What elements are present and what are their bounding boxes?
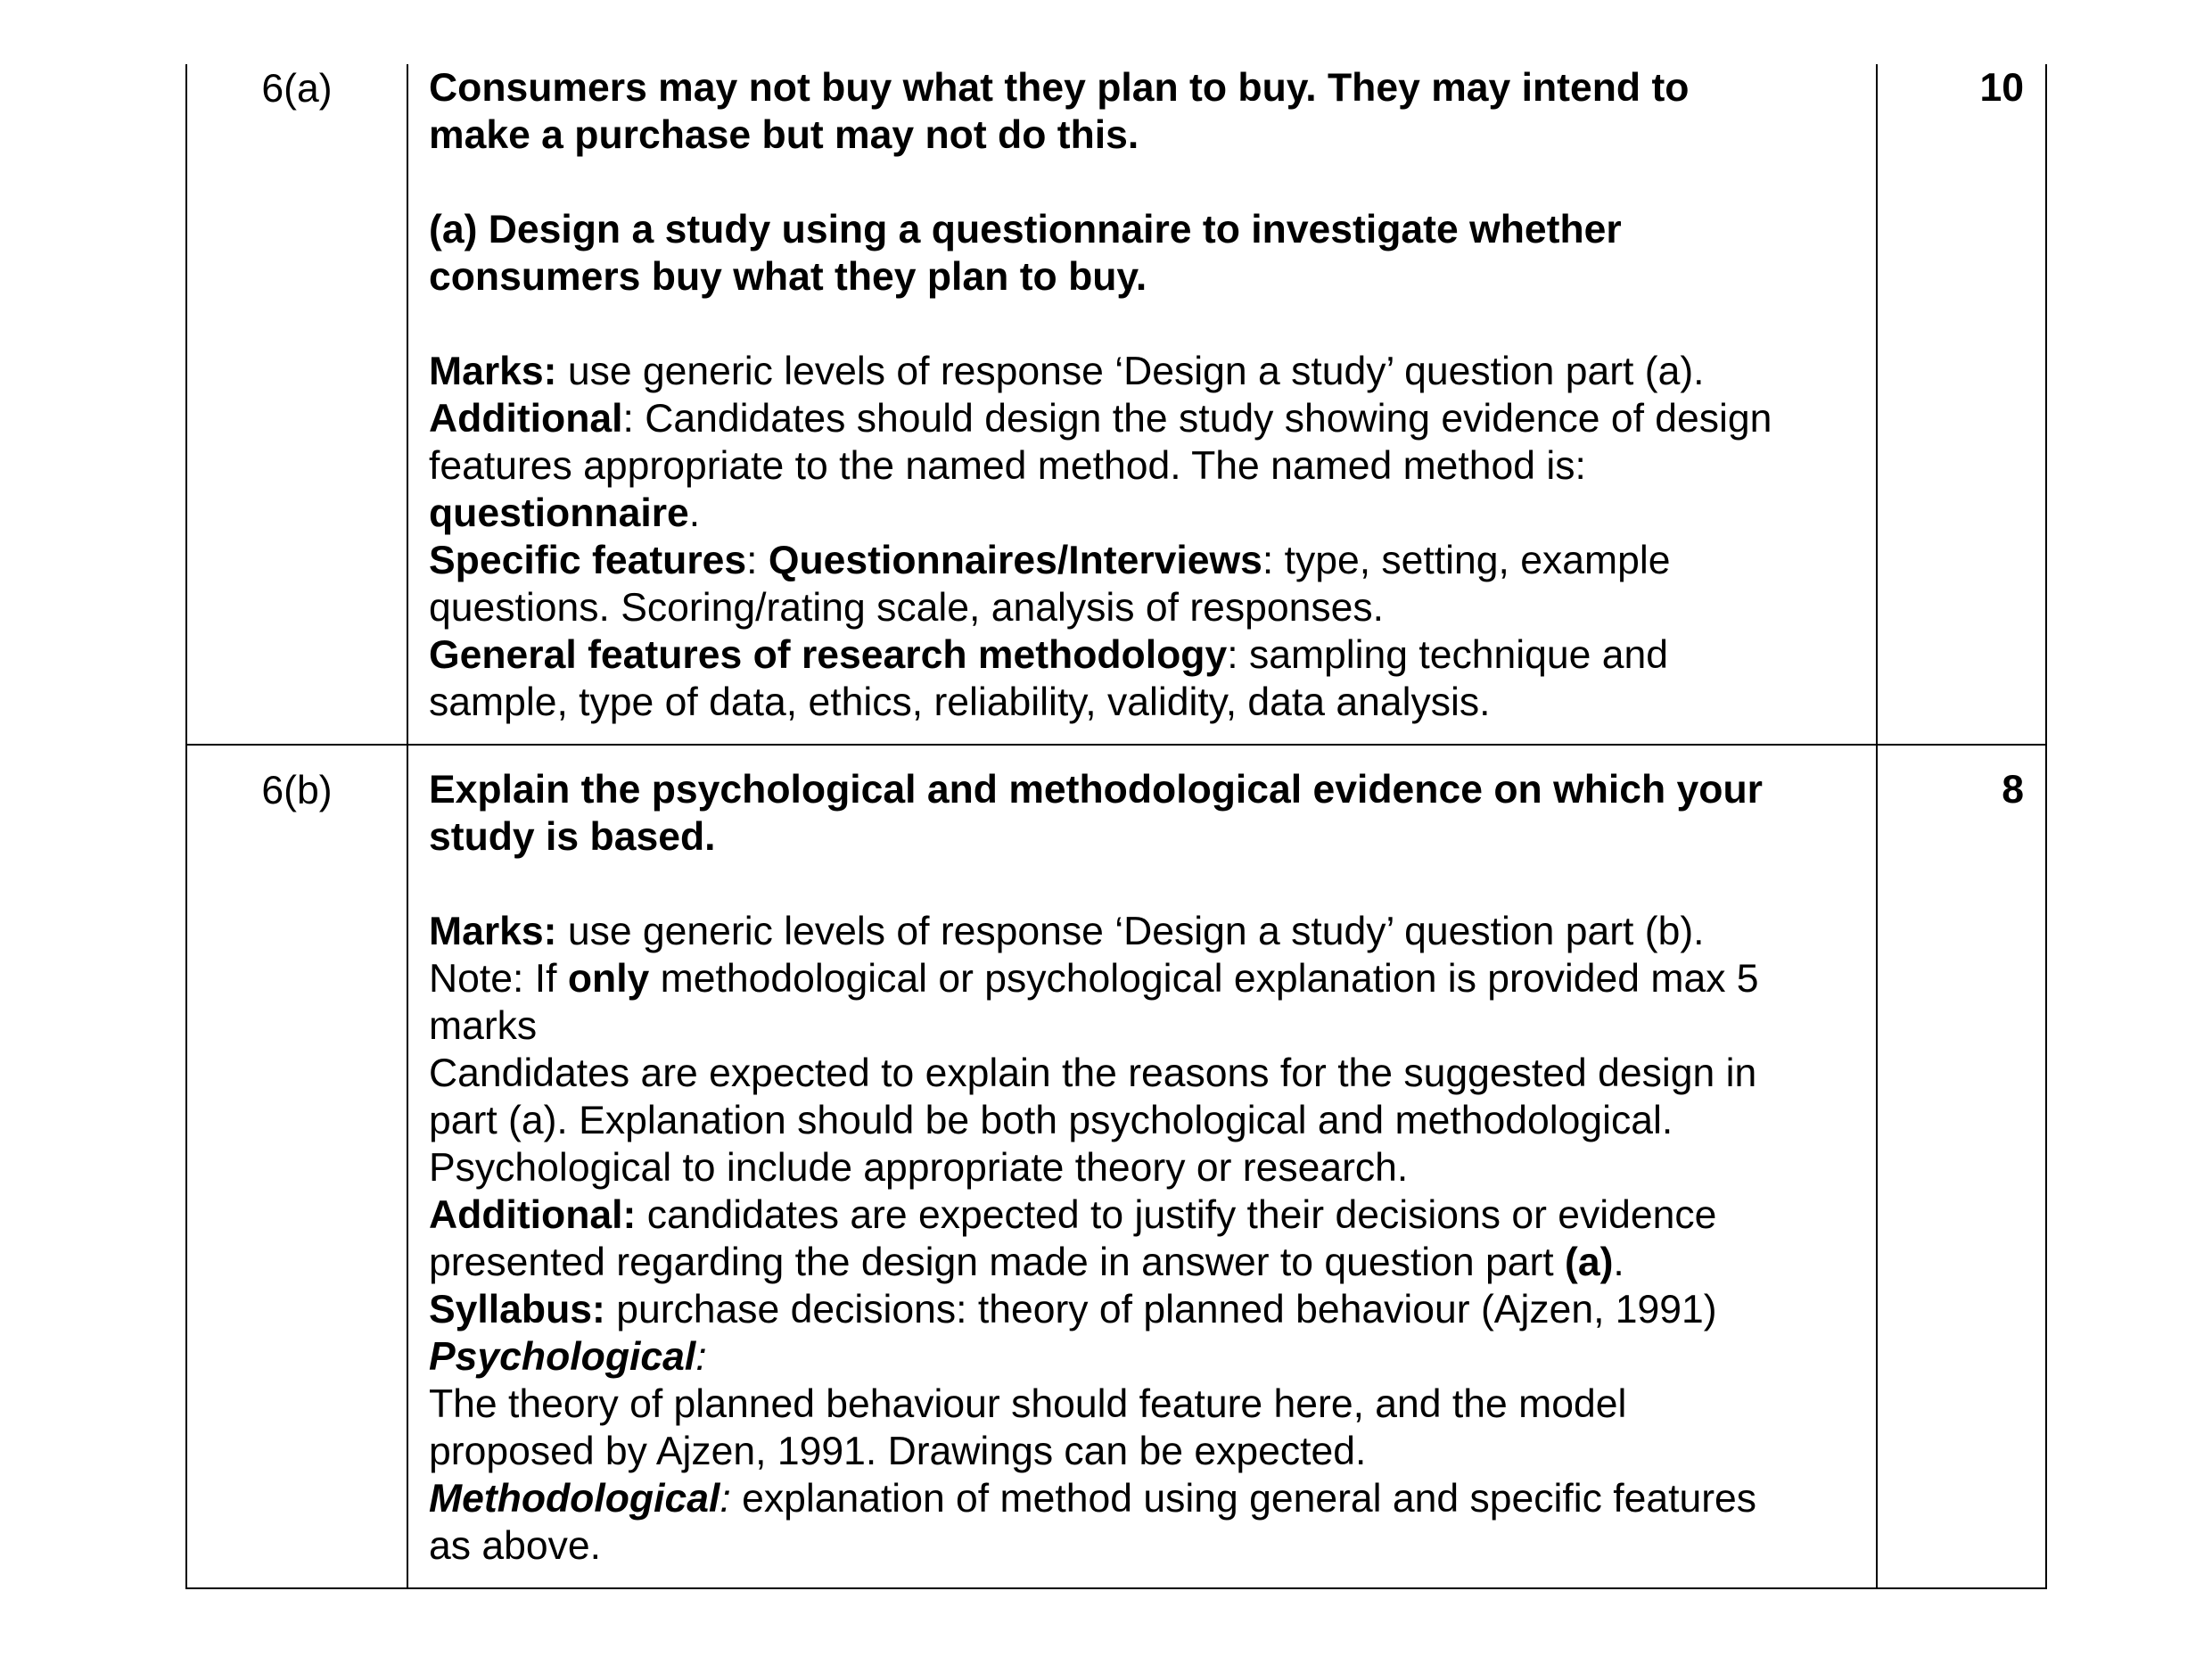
marks-label: Marks: (429, 910, 557, 953)
additional-guidance-line (429, 1191, 1858, 1239)
methodological-line (429, 1475, 1858, 1522)
question-number: 6(b) (186, 745, 407, 1588)
expected-line: Psychological to include appropriate theory or research. (429, 1146, 1409, 1190)
answer-cell (407, 64, 1877, 745)
additional-guidance-line: features appropriate to the named method. The named method is: (429, 444, 1586, 488)
mark-scheme-row-6b (186, 745, 2046, 1588)
additional-part: (a) (1565, 1241, 1614, 1284)
expected-line: part (a). Explanation should be both psychological and methodological. (429, 1099, 1673, 1142)
named-method-end: . (688, 491, 701, 535)
question-text-line: (a) Design a study using a questionnaire to investigate whether (429, 208, 1622, 251)
expected-line: Candidates are expected to explain the reasons for the suggested design in (429, 1051, 1757, 1095)
psychological-colon: : (695, 1335, 707, 1379)
note-only: only (567, 957, 650, 1001)
marks-guidance-line (429, 908, 1858, 955)
psychological-label: Psychological (429, 1335, 696, 1379)
question-text-line: study is based. (429, 815, 716, 859)
syllabus-line (429, 1286, 1858, 1333)
note-pre: Note: If (429, 957, 568, 1001)
named-method: questionnaire (429, 491, 689, 535)
syllabus-text: purchase decisions: theory of planned behaviour (Ajzen, 1991) (604, 1288, 1717, 1331)
general-text: : sampling technique and (1227, 633, 1668, 677)
syllabus-label: Syllabus: (429, 1288, 605, 1331)
marks-guidance-line (429, 348, 1858, 395)
psychological-heading (429, 1333, 1858, 1381)
additional-guidance-line (429, 1239, 1858, 1286)
additional-end: . (1613, 1241, 1624, 1284)
answer-cell (407, 745, 1877, 1588)
marks-text: use generic levels of response ‘Design a study’ question part (b). (556, 910, 1705, 953)
named-method-line (429, 490, 1858, 537)
specific-sep: : (746, 539, 769, 582)
question-text-line: consumers buy what they plan to buy. (429, 255, 1147, 299)
psychological-text-line: The theory of planned behaviour should feature here, and the model (429, 1382, 1627, 1426)
additional-label: Additional: (429, 1193, 637, 1237)
specific-features-label: Specific features (429, 539, 747, 582)
psychological-text-line: proposed by Ajzen, 1991. Drawings can be expected. (429, 1430, 1367, 1473)
mark-scheme-row-6a (186, 64, 2046, 745)
question-number: 6(a) (186, 64, 407, 745)
specific-features-line (429, 537, 1858, 584)
mark-scheme-table (185, 64, 2047, 1589)
methodological-line: as above. (429, 1524, 601, 1568)
specific-text: : type, setting, example (1262, 539, 1671, 582)
additional-text: : Candidates should design the study showing evidence of design (622, 397, 1772, 441)
additional-text: presented regarding the design made in answer to question part (429, 1241, 1566, 1284)
note-line (429, 955, 1858, 1002)
additional-guidance-line (429, 395, 1858, 442)
additional-label: Additional (429, 397, 623, 441)
marks-value: 8 (1877, 745, 2046, 1588)
methodological-text: explanation of method using general and specific features (730, 1477, 1757, 1521)
marks-text: use generic levels of response ‘Design a study’ question part (a). (556, 350, 1705, 393)
general-features-line (429, 631, 1858, 679)
specific-features-line: questions. Scoring/rating scale, analysis of responses. (429, 586, 1385, 630)
general-features-line: sample, type of data, ethics, reliability, validity, data analysis. (429, 680, 1491, 724)
marks-label: Marks: (429, 350, 557, 393)
question-text-line: make a purchase but may not do this. (429, 113, 1139, 157)
specific-method: Questionnaires/Interviews (768, 539, 1262, 582)
additional-text: candidates are expected to justify their decisions or evidence (636, 1193, 1717, 1237)
question-text-line: Consumers may not buy what they plan to buy. They may intend to (429, 66, 1690, 110)
question-text-line: Explain the psychological and methodological evidence on which your (429, 768, 1763, 812)
methodological-label: Methodological (429, 1477, 720, 1521)
marks-value: 10 (1877, 64, 2046, 745)
general-features-label: General features of research methodology (429, 633, 1228, 677)
note-post: methodological or psychological explanation is provided max 5 (649, 957, 1759, 1001)
note-line: marks (429, 1004, 538, 1048)
methodological-colon: : (720, 1477, 731, 1521)
